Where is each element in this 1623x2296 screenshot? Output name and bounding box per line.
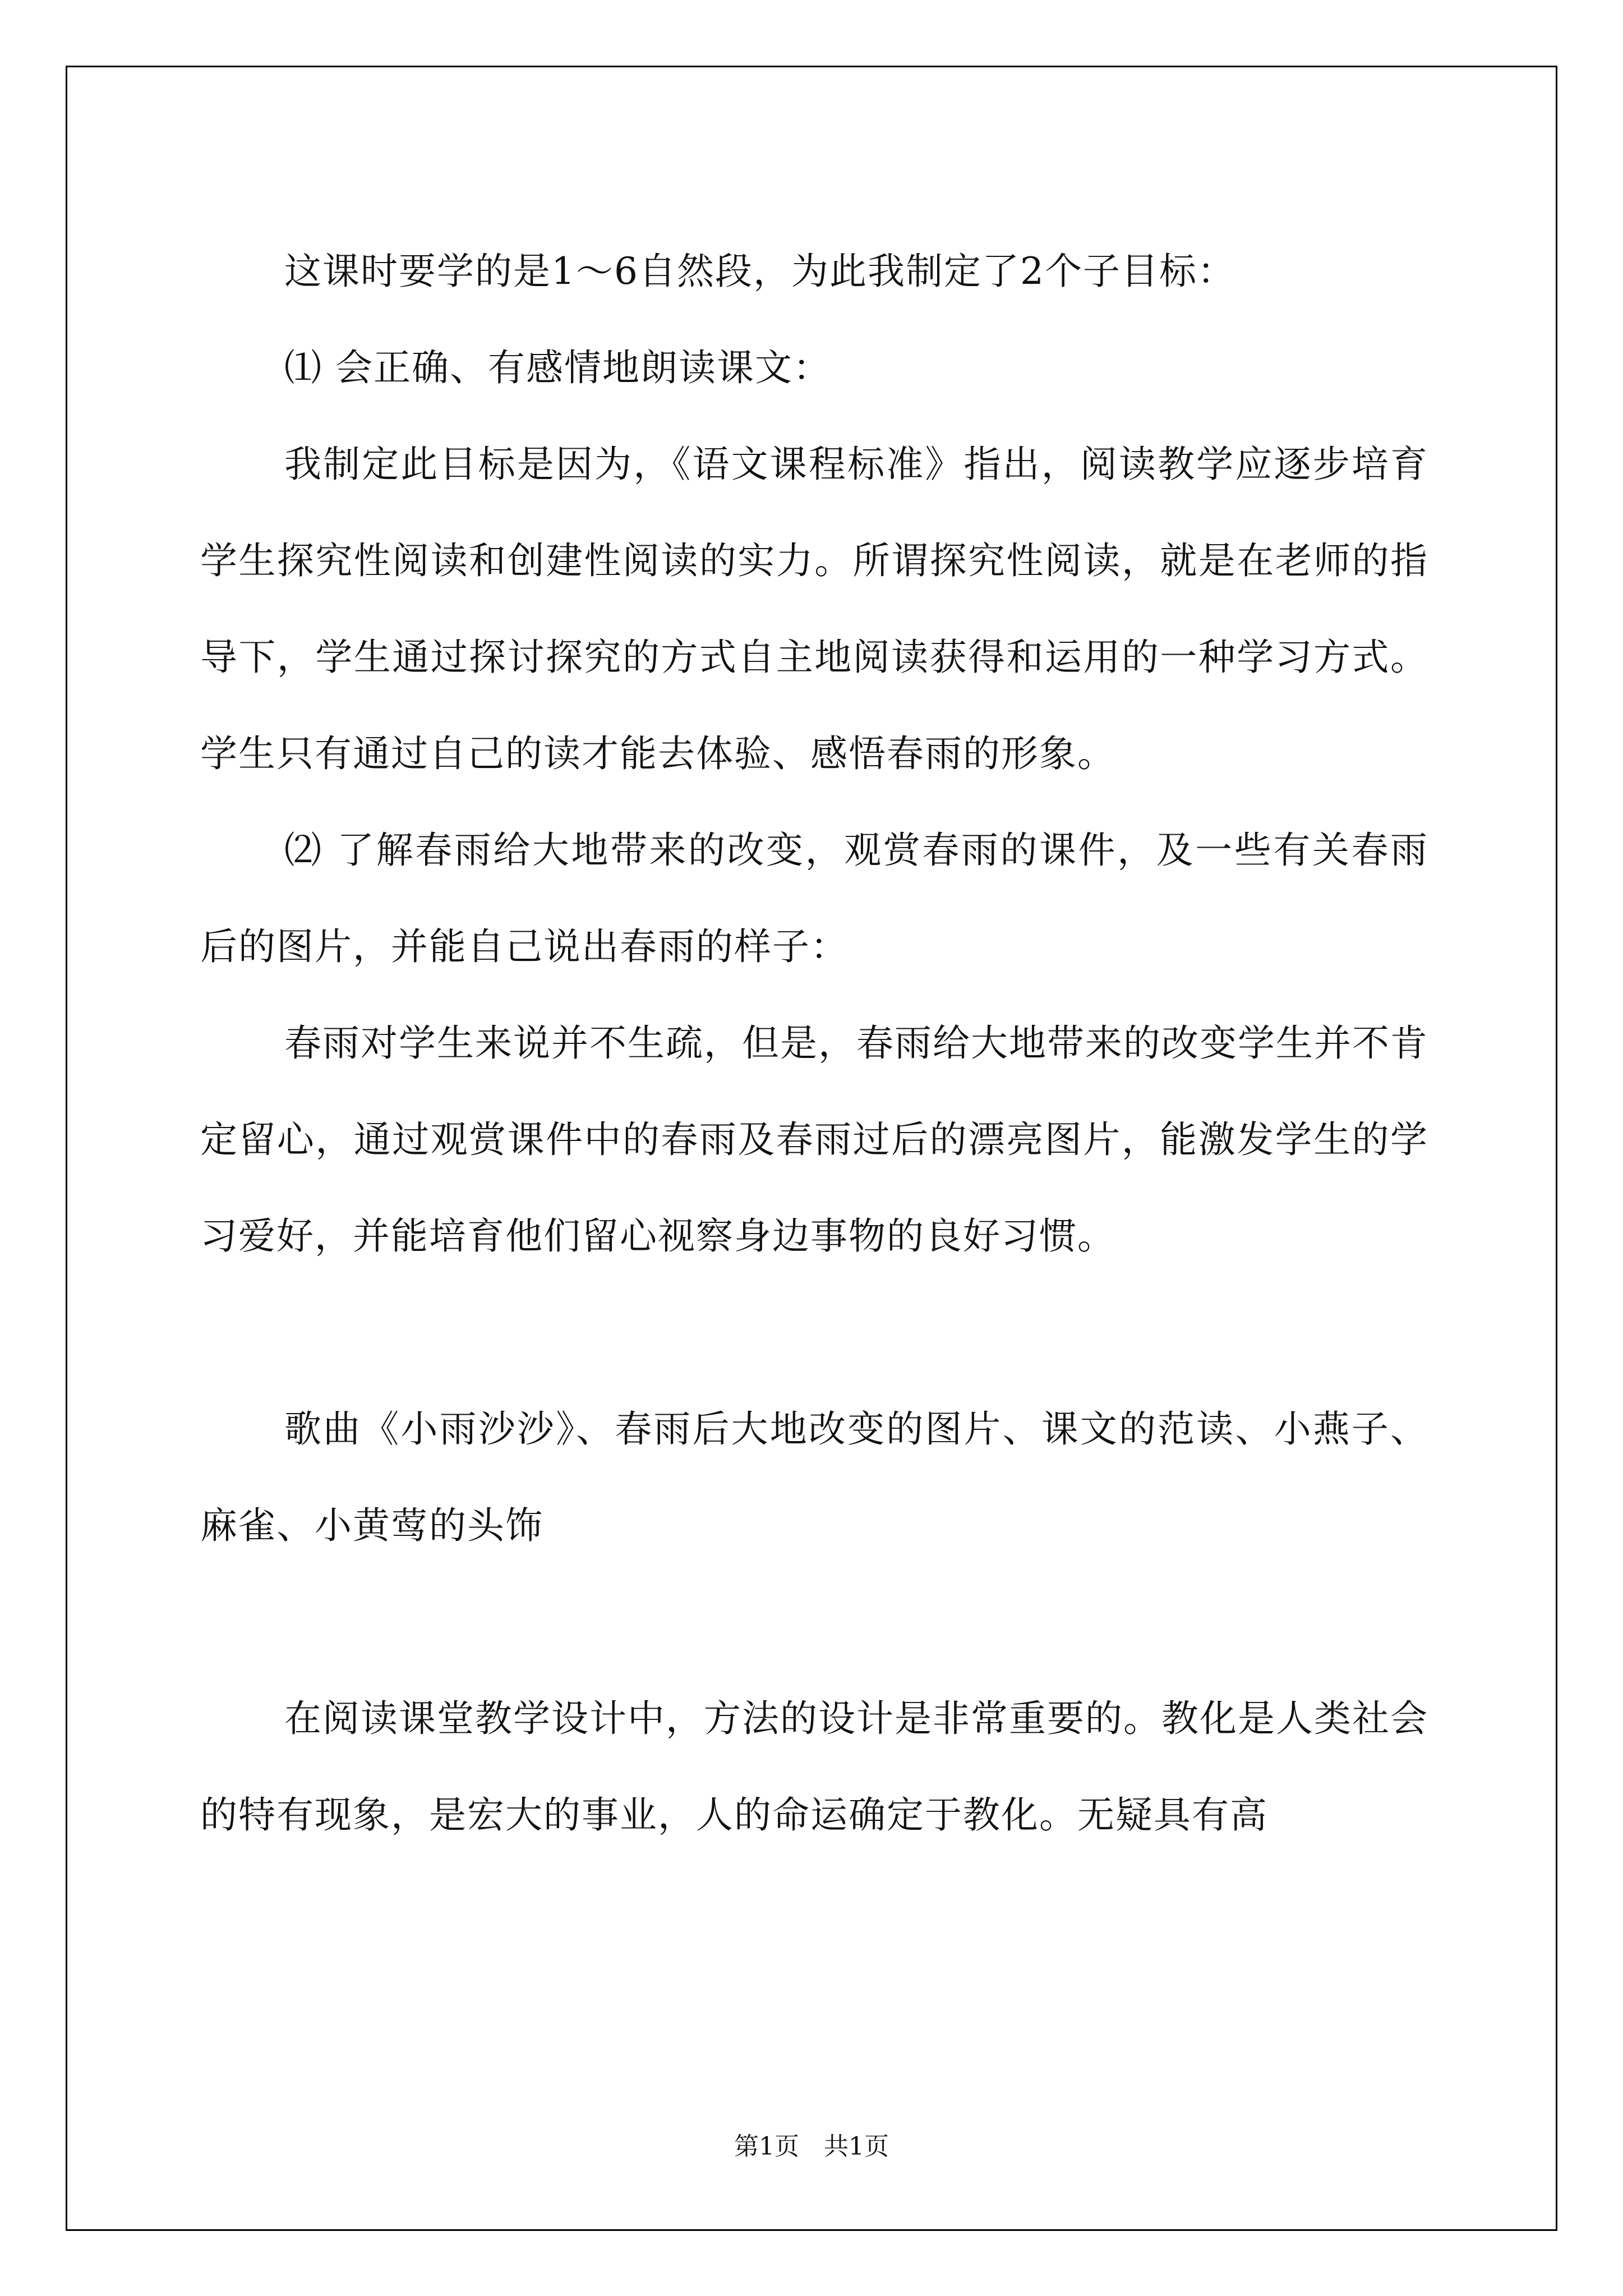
section-spacer	[200, 1574, 1428, 1671]
section-spacer	[200, 1285, 1428, 1381]
paragraph-goal-1-reason: 我制定此目标是因为，《语文课程标准》指出，阅读教学应逐步培育学生探究性阅读和创建性阅读的实力。所谓探究性阅读，就是在老师的指导下，学生通过探讨探究的方式自主地阅读获得和运用的一种学习方式。学生只有通过自己的读才能去体验、感悟春雨的形象。	[200, 443, 1428, 775]
document-body	[200, 223, 1428, 1864]
paragraph-goal-2-reason: 春雨对学生来说并不生疏，但是，春雨给大地带来的改变学生并不肯定留心，通过观赏课件中的春雨及春雨过后的漂亮图片，能激发学生的学习爱好，并能培育他们留心视察身边事物的良好习惯。	[200, 1022, 1428, 1258]
paragraph-goal-1: ⑴ 会正确、有感情地朗读课文：	[284, 346, 831, 389]
paragraph-method-design: 在阅读课堂教学设计中，方法的设计是非常重要的。教化是人类社会的特有现象，是宏大的事业，人的命运确定于教化。无疑具有高	[200, 1697, 1428, 1837]
paragraph-goal-2: ⑵ 了解春雨给大地带来的改变，观赏春雨的课件，及一些有关春雨后的图片，并能自己说出春雨的样子：	[200, 829, 1428, 968]
page-footer: 第1页 共1页	[734, 2132, 889, 2161]
paragraph-subgoals-intro: 这课时要学的是1～6自然段，为此我制定了2个子目标：	[284, 250, 1235, 293]
paragraph-materials: 歌曲《小雨沙沙》、春雨后大地改变的图片、课文的范读、小燕子、麻雀、小黄莺的头饰	[200, 1407, 1428, 1547]
